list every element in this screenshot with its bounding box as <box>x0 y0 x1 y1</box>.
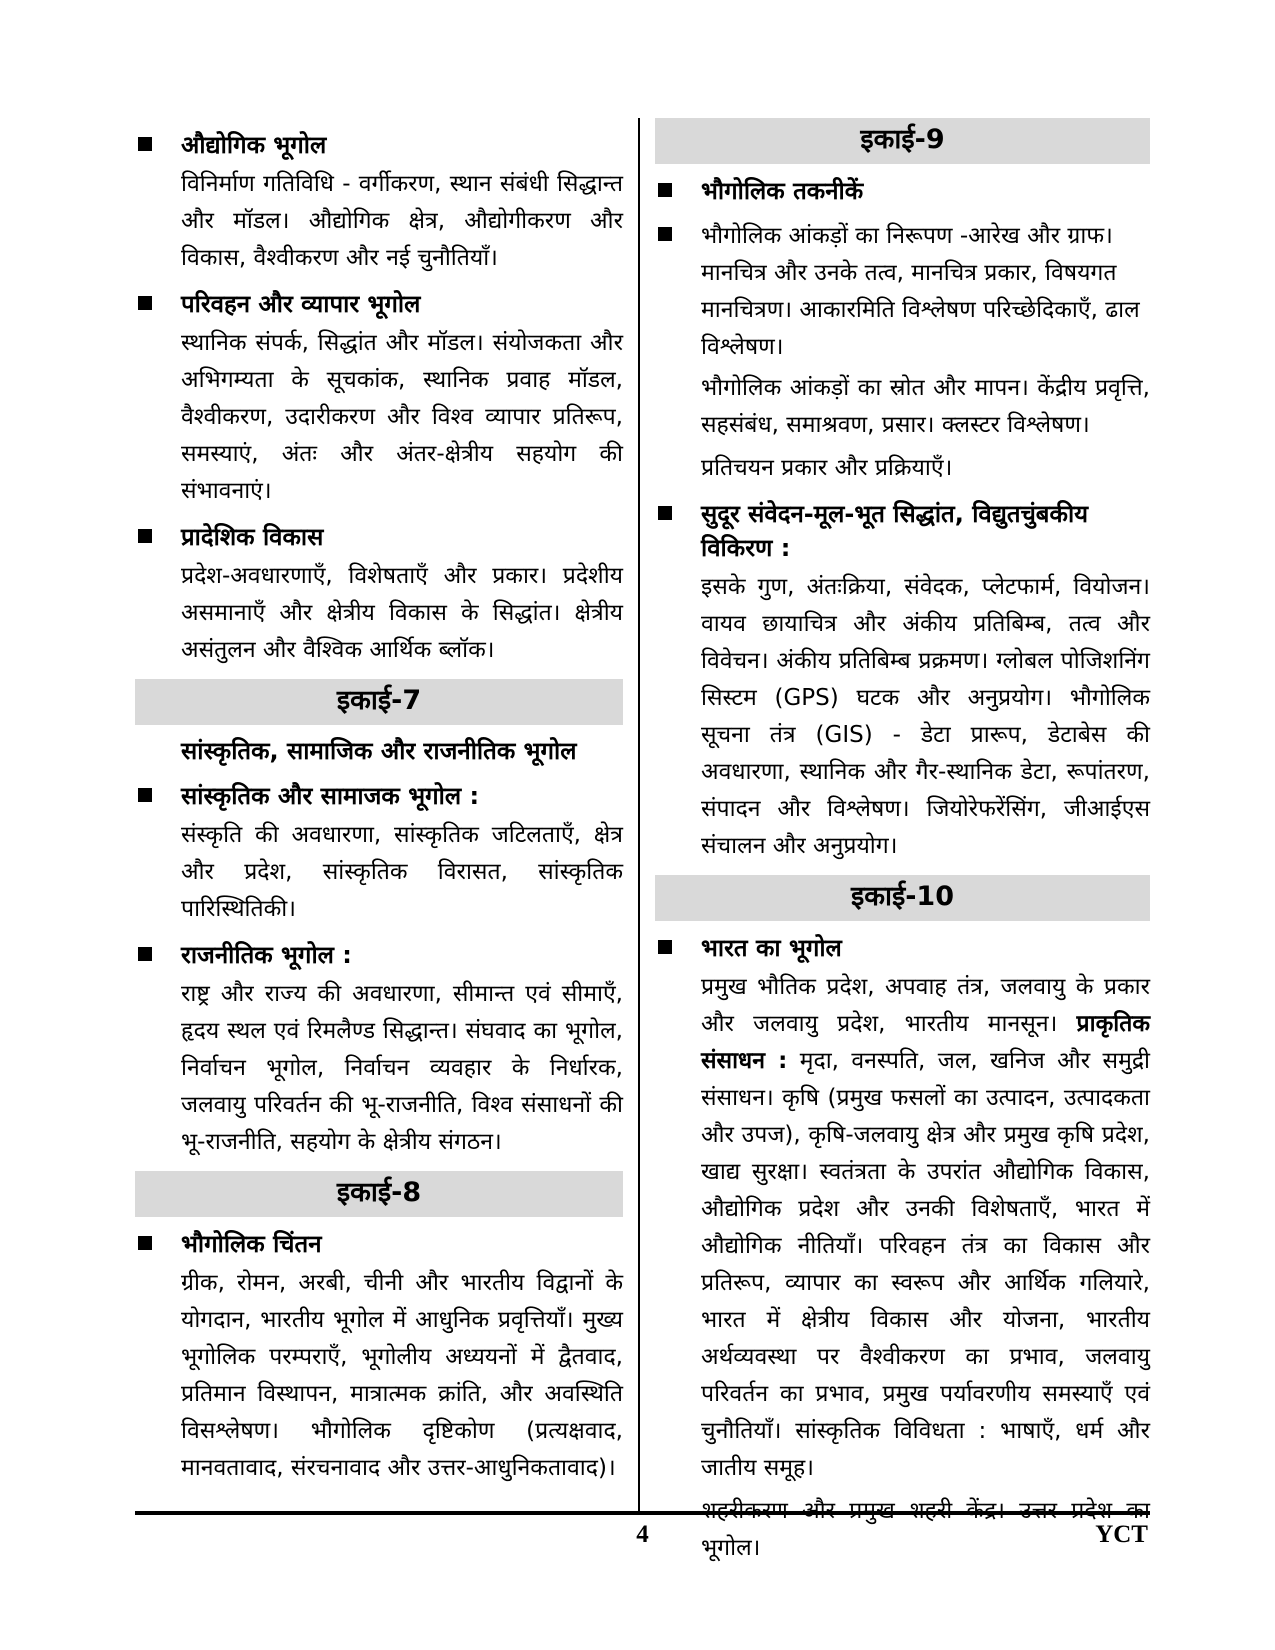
section-body: राष्ट्र और राज्य की अवधारणा, सीमान्त एवं सीमाएँ, हृदय स्थल एवं रिमलैण्ड सिद्धान्त। संघवाद का भूगोल, निर्वाचन भूगोल, निर्वाचन व्यवहार के निर्धारक, जलवायु परिवर्तन की भू-राजनीति, विश्व संसाधनों की भू-राजनीति, सहयोग के क्षेत्रीय संगठन। <box>181 981 623 1155</box>
column-divider-rule <box>638 118 640 1511</box>
page-footer <box>135 1521 1150 1557</box>
unit-header-band: इकाई-9 <box>655 118 1150 164</box>
list-item <box>135 938 623 972</box>
bullet-square-icon <box>658 506 672 520</box>
bullet-square-icon <box>658 183 672 197</box>
unit-header-band: इकाई-10 <box>655 875 1150 921</box>
section-body: शहरीकरण और प्रमुख शहरी केंद्र। उत्तर प्रदेश का भूगोल। <box>701 1498 1150 1561</box>
list-item <box>135 287 623 321</box>
section-body <box>655 969 1150 1487</box>
list-item <box>655 218 1150 366</box>
publisher-brand: YCT <box>1095 1521 1148 1548</box>
section-title: सुदूर संवेदन-मूल-भूत सिद्धांत, विद्युतचुंबकीय विकिरण : <box>701 500 1089 562</box>
section-title: भौगोलिक तकनीकें <box>701 177 864 205</box>
unit-subtitle: सांस्कृतिक, सामाजिक और राजनीतिक भूगोल <box>181 737 577 765</box>
page-number: 4 <box>636 1521 649 1548</box>
bullet-square-icon <box>138 1236 152 1250</box>
bullet-square-icon <box>138 788 152 802</box>
bullet-square-icon <box>138 137 152 151</box>
bullet-square-icon <box>138 529 152 543</box>
list-item <box>655 931 1150 965</box>
section-body: प्रदेश-अवधारणाएँ, विशेषताएँ और प्रकार। प्रदेशीय असमानाएँ और क्षेत्रीय विकास के सिद्धांत। क्षेत्रीय असंतुलन और वैश्विक आर्थिक ब्लॉक। <box>181 563 623 663</box>
section-body-lead <box>701 223 1140 360</box>
list-item <box>655 174 1150 208</box>
section-body: ग्रीक, रोमन, अरबी, चीनी और भारतीय विद्वानों के योगदान, भारतीय भूगोल में आधुनिक प्रवृत्तियाँ। मुख्य भूगोलिक परम्पराएँ, भूगोलीय अध्ययनों में द्वैतवाद, प्रतिमान विस्थापन, मात्रात्मक क्रांति, और अवस्थिति विसश्लेषण। भौगोलिक दृष्टिकोण (प्रत्यक्षवाद, मानवतावाद, संरचनावाद और उत्तर-आधुनिकतावाद)। <box>181 1270 623 1481</box>
section-body-text: -आरेख और ग्राफ। मानचित्र और उनके तत्व, मानचित्र प्रकार, विषयगत मानचित्रण। आकारमिति विश्लेषण परिच्छेदिकाएँ, ढाल विश्लेषण। <box>701 223 1140 360</box>
section-body: विनिर्माण गतिविधि - वर्गीकरण, स्थान संबंधी सिद्धान्त और मॉडल। औद्योगिक क्षेत्र, औद्योगीकरण और विकास, वैश्वीकरण और नई चुनौतियाँ। <box>181 171 623 271</box>
section-title: राजनीतिक भूगोल : <box>181 941 352 969</box>
unit-header-band: इकाई-8 <box>135 1171 623 1217</box>
bullet-square-icon <box>138 947 152 961</box>
list-item <box>135 520 623 554</box>
inline-bold-label: प्राकृतिक संसाधन : <box>701 1011 1150 1074</box>
bullet-square-icon <box>138 296 152 310</box>
section-title: भौगोलिक चिंतन <box>181 1230 322 1258</box>
footer-rule <box>135 1511 1150 1515</box>
section-body: प्रतिचयन प्रकार और प्रक्रियाएँ। <box>701 455 953 481</box>
section-body: इसके गुण, अंतःक्रिया, संवेदक, प्लेटफार्म, वियोजन। वायव छायाचित्र और अंकीय प्रतिबिम्ब, तत्व और विवेचन। अंकीय प्रतिबिम्ब प्रक्रमण। ग्लोबल पोजिशनिंग सिस्टम (GPS) घटक और अनुप्रयोग। भौगोलिक सूचना तंत्र (GIS) - डेटा प्रारूप, डेटाबेस की अवधारणा, स्थानिक और गैर-स्थानिक डेटा, रूपांतरण, संपादन और विश्लेषण। जियोरेफरेंसिंग, जीआईएस संचालन और अनुप्रयोग। <box>701 574 1150 859</box>
list-item <box>135 779 623 813</box>
bullet-square-icon <box>658 227 672 241</box>
section-title: परिवहन और व्यापार भूगोल <box>181 290 421 318</box>
bullet-square-icon <box>658 940 672 954</box>
section-title: औद्योगिक भूगोल <box>181 131 327 159</box>
list-item <box>135 128 623 162</box>
section-title: सांस्कृतिक और सामाजक भूगोल : <box>181 782 480 810</box>
section-title: प्रादेशिक विकास <box>181 523 324 551</box>
list-item <box>655 497 1150 565</box>
unit-header-band: इकाई-7 <box>135 679 623 725</box>
section-title-inline: भौगोलिक आंकड़ों का निरूपण <box>701 223 953 249</box>
section-title: भारत का भूगोल <box>701 934 842 962</box>
section-body-text: मृदा, वनस्पति, जल, खनिज और समुद्री संसाधन। कृषि (प्रमुख फसलों का उत्पादन, उत्पादकता और उपज), कृषि-जलवायु क्षेत्र और प्रमुख कृषि प्रदेश, खाद्य सुरक्षा। स्वतंत्रता के उपरांत औद्योगिक विकास, औद्योगिक प्रदेश और उनकी विशेषताएँ, भारत में औद्योगिक नीतियाँ। परिवहन तंत्र का विकास और प्रतिरूप, व्यापार का स्वरूप और आर्थिक गलियारे, भारत में क्षेत्रीय विकास और योजना, भारतीय अर्थव्यवस्था पर वैश्वीकरण का प्रभाव, जलवायु परिवर्तन का प्रभाव, प्रमुख पर्यावरणीय समस्याएँ एवं चुनौतियाँ। सांस्कृतिक विविधता : भाषाएँ, धर्म और जातीय समूह। <box>701 1048 1151 1481</box>
left-column <box>135 118 623 1511</box>
list-item <box>135 1227 623 1261</box>
section-body: संस्कृति की अवधारणा, सांस्कृतिक जटिलताएँ, क्षेत्र और प्रदेश, सांस्कृतिक विरासत, सांस्कृतिक पारिस्थितिकी। <box>181 822 623 922</box>
section-body: भौगोलिक आंकड़ों का स्रोत और मापन। केंद्रीय प्रवृत्ति, सहसंबंध, समाश्रवण, प्रसार। क्लस्टर विश्लेषण। <box>701 375 1150 438</box>
section-body-text: प्रमुख भौतिक प्रदेश, अपवाह तंत्र, जलवायु के प्रकार और जलवायु प्रदेश, भारतीय मानसून। <box>701 974 1150 1037</box>
section-body: स्थानिक संपर्क, सिद्धांत और मॉडल। संयोजकता और अभिगम्यता के सूचकांक, स्थानिक प्रवाह मॉडल, वैश्वीकरण, उदारीकरण और विश्व व्यापार प्रतिरूप, समस्याएं, अंतः और अंतर-क्षेत्रीय सहयोग की संभावनाएं। <box>181 330 623 504</box>
